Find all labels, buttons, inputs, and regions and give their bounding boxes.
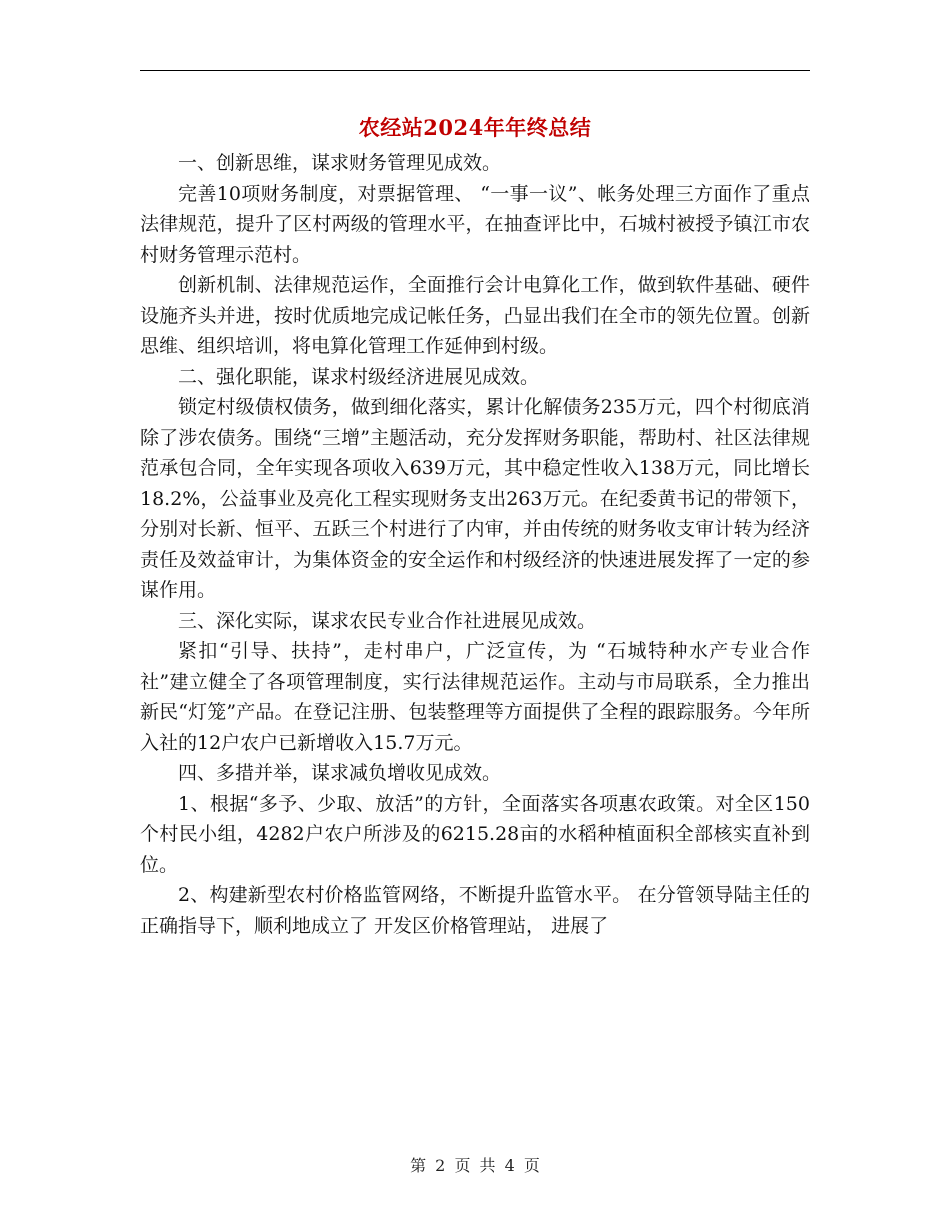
- body-paragraph: 紧扣“引导、扶持”，走村串户，广泛宣传，为 “石城特种水产专业合作社”建立健全了各项管理制度，实行法律规范运作。主动与市局联系，全力推出新民“灯笼”产品。在登记注册、包装整理等方面提供了全程的跟踪服务。今年所入社的12户农户已新增收入15.7万元。: [140, 640, 810, 754]
- section-heading: 三、深化实际，谋求农民专业合作社进展见成效。: [178, 609, 597, 632]
- page-number: 第 2 页 共 4 页: [410, 1156, 540, 1175]
- body-paragraph: 1、根据“多予、少取、放活”的方针，全面落实各项惠农政策。对全区150个村民小组，4282户农户所涉及的6215.28亩的水稻种植面积全部核实直补到位。: [140, 792, 810, 876]
- section-heading: 二、强化职能，谋求村级经济进展见成效。: [178, 365, 540, 388]
- document-body: [140, 148, 810, 941]
- header-rule: [140, 70, 810, 71]
- body-paragraph: 锁定村级债权债务，做到细化落实，累计化解债务235万元，四个村彻底消除了涉农债务。围绕“三增”主题活动，充分发挥财务职能，帮助村、社区法律规范承包合同，全年实现各项收入639万元，其中稳定性收入138万元，同比增长18.2%，公益事业及亮化工程实现财务支出263万元。在纪委黄书记的带领下，分别对长新、恒平、五跃三个村进行了内审，并由传统的财务收支审计转为经济责任及效益审计，为集体资金的安全运作和村级经济的快速进展发挥了一定的参谋作用。: [140, 396, 810, 601]
- document-title: 农经站2024年年终总结: [358, 115, 592, 140]
- body-paragraph: 2、构建新型农村价格监管网络，不断提升监管水平。 在分管领导陆主任的正确指导下，顺利地成立了 开发区价格管理站， 进展了: [140, 884, 810, 937]
- section-heading: 一、创新思维，谋求财务管理见成效。: [178, 152, 502, 174]
- section-heading: 四、多措并举，谋求减负增收见成效。: [178, 762, 502, 784]
- body-paragraph: 创新机制、法律规范运作，全面推行会计电算化工作，做到软件基础、硬件设施齐头并进，按时优质地完成记帐任务，凸显出我们在全市的领先位置。创新思维、组织培训，将电算化管理工作延伸到村级。: [140, 274, 810, 357]
- body-paragraph: 完善10项财务制度，对票据管理、 “一事一议”、帐务处理三方面作了重点法律规范，提升了区村两级的管理水平，在抽查评比中，石城村被授予镇江市农村财务管理示范村。: [140, 182, 810, 266]
